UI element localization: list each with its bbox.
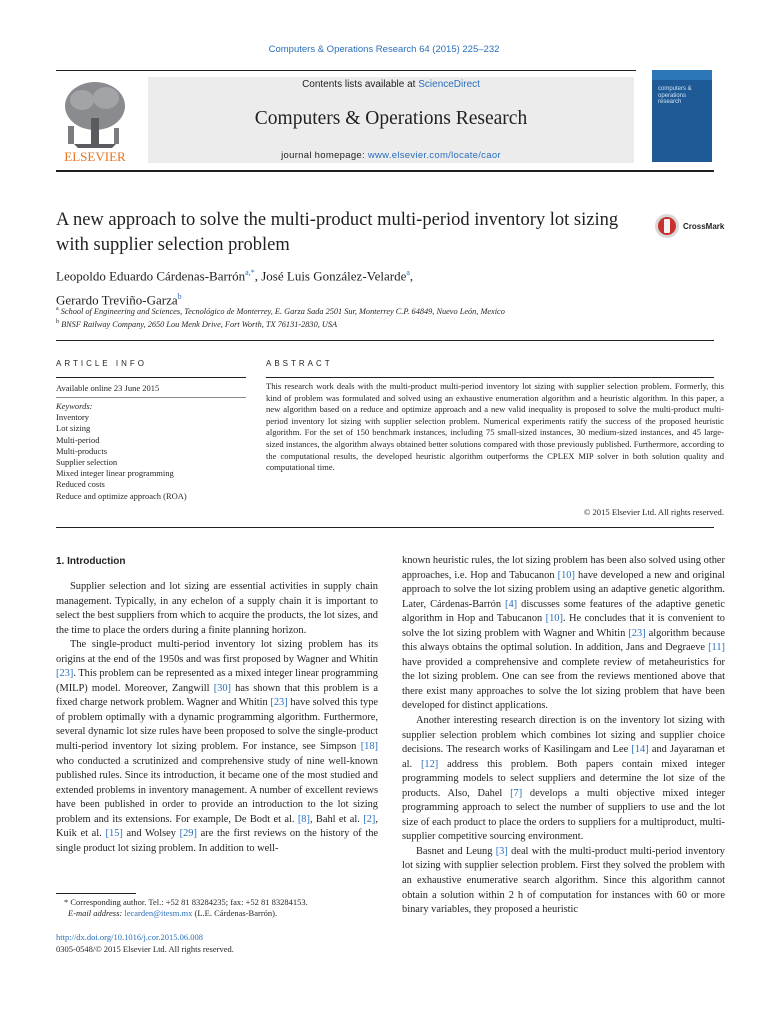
body-paragraph	[56, 580, 378, 638]
body-text: develops a multi objective mixed integer programming approach to select the number of suppliers to use and the lot size of each product to place the orders to suppliers for a multiproduct, multi-supplier competitive sourcing environment.	[402, 787, 725, 843]
citation-link[interactable]: [11]	[708, 642, 725, 654]
body-text: , Kuik et al.	[56, 813, 378, 840]
keyword-item[interactable]: Supplier selection	[56, 457, 118, 468]
citation-link[interactable]: [14]	[631, 744, 649, 756]
body-text: discusses some features of the adaptive genetic algorithm in Hop and Tabucanon	[402, 598, 725, 625]
journal-cover-thumbnail	[652, 70, 712, 162]
crossmark-label[interactable]: CrossMark	[683, 222, 725, 231]
author-separator: ,	[409, 268, 414, 284]
body-text: are the first reviews on the history of the single product lot sizing problem. In addition to well-	[56, 828, 379, 854]
body-paragraph	[402, 714, 725, 845]
cover-stripe	[652, 70, 712, 80]
keyword-item[interactable]: Inventory	[56, 412, 90, 423]
body-text: has shown that this problem is a fixed charge network problem. Wagner and Whitin	[56, 682, 378, 709]
author-affiliation-mark[interactable]: a	[406, 268, 410, 277]
journal-homepage-line	[148, 150, 634, 161]
abstract-bottom-rule	[56, 527, 714, 528]
body-text: , Bahl et al.	[309, 813, 364, 825]
article-info-rule	[56, 377, 246, 378]
citation-link[interactable]: [7]	[510, 787, 523, 799]
citation-link[interactable]: [15]	[105, 828, 123, 840]
affiliation-mark: a	[56, 306, 59, 312]
author-name: José Luis González-Velarde	[261, 268, 407, 284]
header-rule-top	[56, 70, 636, 71]
abstract-heading: ABSTRACT	[266, 359, 333, 368]
body-text: The single-product multi-period inventory lot sizing problem has its origins at the end of the 1950s and was first proposed by Wagner and Whitin	[56, 639, 378, 665]
body-text: have solved this type of problem optimally with a dynamic programming algorithm. Furthermore, several dynamic lot size rules have been proposed to solve the single-product multi-period inventory lot sizing problem. For instance, see Simpson	[56, 697, 378, 753]
body-text: and Jayaraman et al.	[402, 744, 726, 770]
abstract-copyright: © 2015 Elsevier Ltd. All rights reserved.	[583, 507, 724, 517]
keyword-item[interactable]: Reduce and optimize approach (ROA)	[56, 490, 187, 501]
corresponding-author-contact: * Corresponding author. Tel.: +52 81 83284235; fax: +52 81 83284153.	[64, 897, 308, 907]
footnote-rule	[56, 893, 136, 894]
keyword-item[interactable]: Reduced costs	[56, 479, 105, 490]
journal-reference[interactable]: Computers & Operations Research 64 (2015) 225–232	[268, 44, 500, 55]
body-text: address this problem. Both papers contain mixed integer programming models to select suppliers and determine the lot size of the products. Also, Dahel	[402, 758, 725, 799]
affiliation-item	[56, 317, 696, 330]
body-text: Supplier selection and lot sizing are essential activities in supply chain management. Typically, in any echelon of a supply chain it is important to select the best suppliers from which to acquire the products, the lot sizes, and the time to place the orders during a finite planning horizon.	[56, 581, 378, 636]
body-text: known heuristic rules, the lot sizing problem has been also solved using other approaches, i.e. Hop and Tabucanon	[402, 555, 725, 581]
citation-link[interactable]: [2]	[363, 813, 376, 825]
affiliation-item	[56, 304, 696, 317]
body-text: have developed a new and original approach to solve the lot sizing problem using an adaptive genetic algorithm. Later, Cárdenas-Barrón	[402, 569, 725, 610]
citation-link[interactable]: [12]	[420, 758, 439, 770]
author-name: Gerardo Treviño-Garza	[56, 292, 178, 308]
available-online-date: Available online 23 June 2015	[56, 383, 160, 393]
author-email-link[interactable]: lecarden@itesm.mx	[124, 908, 193, 918]
issn-copyright: 0305-0548/© 2015 Elsevier Ltd. All rights reserved.	[56, 944, 234, 954]
keyword-list	[56, 412, 187, 502]
affiliation-rule	[56, 340, 714, 341]
affiliation-text: BNSF Railway Company, 2650 Lou Menk Drive, Fort Worth, TX 76131-2830, USA	[59, 320, 338, 330]
journal-homepage-link[interactable]: www.elsevier.com/locate/caor	[367, 150, 501, 161]
citation-link[interactable]: [3]	[495, 845, 508, 857]
citation-link[interactable]: [10]	[557, 569, 575, 581]
citation-link[interactable]: [10]	[545, 613, 563, 625]
keywords-block	[56, 401, 187, 502]
sciencedirect-link[interactable]: ScienceDirect	[418, 79, 480, 90]
elsevier-tree-logo	[54, 78, 136, 164]
section-heading-introduction: 1. Introduction	[56, 556, 126, 567]
body-text: Another interesting research direction is on the inventory lot sizing with supplier selection problem which combines lot sizing and supplier choice decisions. The research works of Kasilingam and Lee	[402, 715, 725, 756]
homepage-prefix: journal homepage:	[281, 150, 368, 161]
citation-link[interactable]: [23]	[628, 627, 646, 639]
body-paragraph	[402, 554, 725, 714]
author-affiliation-mark[interactable]: a,*	[245, 268, 255, 277]
journal-name: Computers & Operations Research	[254, 108, 528, 129]
cover-title: computers & operations research	[658, 86, 692, 105]
citation-link[interactable]: [23]	[56, 668, 74, 680]
citation-link[interactable]: [23]	[270, 697, 288, 709]
contents-prefix: Contents lists available at	[302, 79, 419, 90]
header-rule-bottom	[56, 170, 714, 172]
abstract-text: This research work deals with the multi-product multi-period inventory lot sizing with supplier selection problem. Formerly, this kind of problem was formulated and solved using an exhaustive enumeration algorithm and a heuristic algorithm. In this paper, a new algorithm based on a reduce and optimize approach and a new valid inequality is proposed to solve the multi-product multi-period inventory lot sizing with supplier selection problem. Numerical experiments ratify the success of the proposed heuristic algorithm. For the set of 150 benchmark instances, including 75 small-sized instances, 30 medium-sized instances, and 45 large-sized instances, the algorithm always obtained better solutions compared with those previously published. Furthermore, according to the computational results, the developed heuristic algorithm outperforms the CPLEX MIP solver in both solution quality and computational time.	[266, 381, 724, 473]
article-info-heading: ARTICLE INFO	[56, 359, 147, 368]
article-info-subrule	[56, 397, 246, 398]
corresponding-author-footnote	[56, 897, 386, 919]
body-paragraph	[402, 845, 725, 918]
body-paragraph	[56, 638, 378, 856]
body-text: who conducted a scrutinized and comprehensive study of nine well-known published rules. Since its introduction, it became one of the most studied and extended problems in inventory management. A number of excellent reviews have been published in order to provide an introduction to the lot sizing problem and its extensions. For example, De Bodt et al.	[56, 755, 378, 825]
body-text: have provided a comprehensive and complete review of metaheuristics for the lot sizing problem. One can see from the reviews mentioned above that there exist many approaches to solve the lot sizing problem that have been developed for distinct applications.	[402, 656, 725, 712]
keyword-item[interactable]: Multi-products	[56, 445, 107, 456]
body-column-right	[402, 554, 725, 918]
author-affiliation-mark[interactable]: b	[177, 292, 182, 302]
keywords-label: Keywords:	[56, 401, 93, 411]
body-text: deal with the multi-product multi-period inventory lot sizing with supplier selection problem. First they solved the problem with an exhaustive enumerative search algorithm. Since this algorithm cannot obtain a solution within 2 h of computation for instances with 60 or more binary variables, they proposed a heuristic	[402, 845, 725, 916]
body-text: Basnet and Leung	[416, 845, 496, 857]
body-text: and Wolsey	[122, 828, 180, 840]
article-title: A new approach to solve the multi-product multi-period inventory lot sizing with supplier selection problem	[56, 210, 619, 255]
citation-link[interactable]: [29]	[179, 828, 197, 840]
email-label: E-mail address:	[68, 908, 125, 918]
abstract-rule	[266, 377, 714, 378]
body-text: . This problem can be represented as a mixed integer linear programming (MILP) model. Moreover, Zangwill	[56, 668, 378, 694]
citation-link[interactable]: [30]	[213, 682, 231, 694]
elsevier-wordmark: ELSEVIER	[64, 149, 126, 164]
keyword-item[interactable]: Lot sizing	[56, 423, 91, 434]
contents-line	[148, 79, 634, 90]
author-name: Leopoldo Eduardo Cárdenas-Barrón	[56, 268, 246, 284]
affiliation-text: School of Engineering and Sciences, Tecnológico de Monterrey, E. Garza Sada 2501 Sur, Monterrey C.P. 64849, Nuevo León, Mexico	[58, 306, 505, 316]
body-text: . He concludes that it is convenient to solve the lot sizing problem with Wagner and Whitin	[402, 613, 725, 639]
citation-link[interactable]: [4]	[505, 598, 518, 610]
keyword-item[interactable]: Multi-period	[56, 434, 100, 445]
body-column-left	[56, 580, 378, 856]
keyword-item[interactable]: Mixed integer linear programming	[56, 468, 174, 479]
author-separator: ,	[254, 268, 262, 284]
email-suffix: (L.E. Cárdenas-Barrón).	[192, 908, 278, 918]
affiliations	[56, 304, 696, 331]
citation-link[interactable]: [8]	[297, 813, 310, 825]
doi-link[interactable]: http://dx.doi.org/10.1016/j.cor.2015.06.008	[56, 932, 203, 942]
citation-link[interactable]: [18]	[360, 741, 378, 753]
body-text: algorithm because this always obtains the optimal solution. In addition, Jans and Degraeve	[402, 627, 725, 654]
affiliation-mark: b	[56, 319, 59, 326]
